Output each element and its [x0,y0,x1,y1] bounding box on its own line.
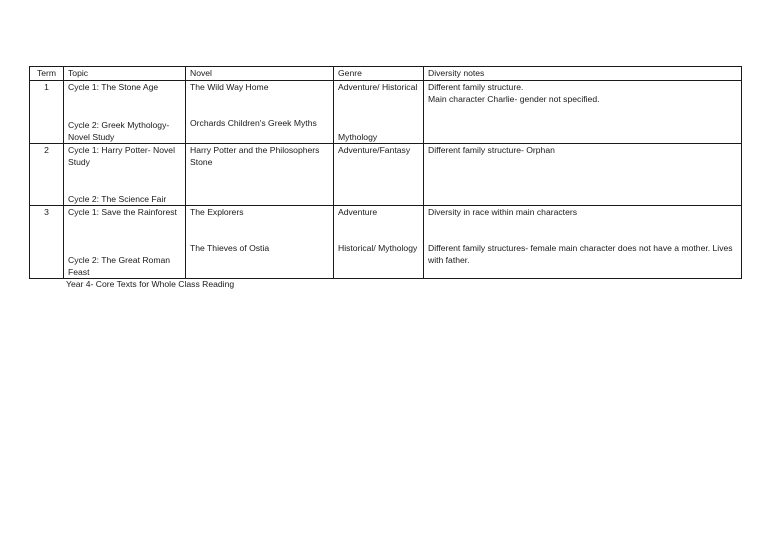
term-number: 2 [44,145,49,155]
genre-cycle-2: Mythology [338,132,378,142]
diversity-notes-cell [424,206,742,279]
header-topic: Topic [64,67,186,81]
term-number: 1 [44,82,49,92]
term-number: 3 [44,207,49,217]
genre-cycle-2: Historical/ Mythology [338,243,418,253]
novel-cycle-1: Harry Potter and the Philosophers Stone [190,145,320,167]
diversity-note-line: Diversity in race within main characters [428,207,578,217]
genre-cell [334,144,424,206]
topic-cell [64,81,186,144]
genre-cell [334,206,424,279]
core-texts-table [29,66,742,279]
genre-cell [334,81,424,144]
topic-cycle-1: Cycle 1: Save the Rainforest [68,207,177,217]
term-cell [30,81,64,144]
novel-cell [186,144,334,206]
diversity-note-line: Different family structures- female main character does not have a mother. Lives with father. [428,243,733,265]
genre-cycle-1: Adventure [338,207,378,217]
novel-cycle-2: The Thieves of Ostia [190,243,270,253]
diversity-note-line: Different family structure- Orphan [428,145,555,155]
diversity-notes-cell [424,81,742,144]
table-row [30,206,742,279]
diversity-notes-cell [424,144,742,206]
topic-cycle-1: Cycle 1: Harry Potter- Novel Study [68,145,175,167]
table-row [30,81,742,144]
diversity-note-line: Different family structure. [428,82,524,92]
topic-cycle-2: Cycle 2: The Great Roman Feast [68,255,171,277]
novel-cycle-2: Orchards Children's Greek Myths [190,118,317,128]
novel-cycle-1: The Explorers [190,207,244,217]
topic-cell [64,144,186,206]
novel-cell [186,81,334,144]
genre-cycle-1: Adventure/Fantasy [338,145,411,155]
diversity-note-line: Main character Charlie- gender not specified. [428,94,600,104]
header-genre: Genre [334,67,424,81]
novel-cycle-1: The Wild Way Home [190,82,269,92]
topic-cell [64,206,186,279]
header-novel: Novel [186,67,334,81]
header-term: Term [30,67,64,81]
genre-cycle-1: Adventure/ Historical [338,82,418,92]
table-caption: Year 4- Core Texts for Whole Class Reading [66,279,235,289]
topic-cycle-2: Cycle 2: The Science Fair [68,194,167,204]
topic-cycle-2: Cycle 2: Greek Mythology- Novel Study [68,120,170,142]
term-cell [30,206,64,279]
novel-cell [186,206,334,279]
term-cell [30,144,64,206]
table-row [30,144,742,206]
table-header-row [30,67,742,81]
topic-cycle-1: Cycle 1: The Stone Age [68,82,159,92]
header-diversity-notes: Diversity notes [424,67,742,81]
